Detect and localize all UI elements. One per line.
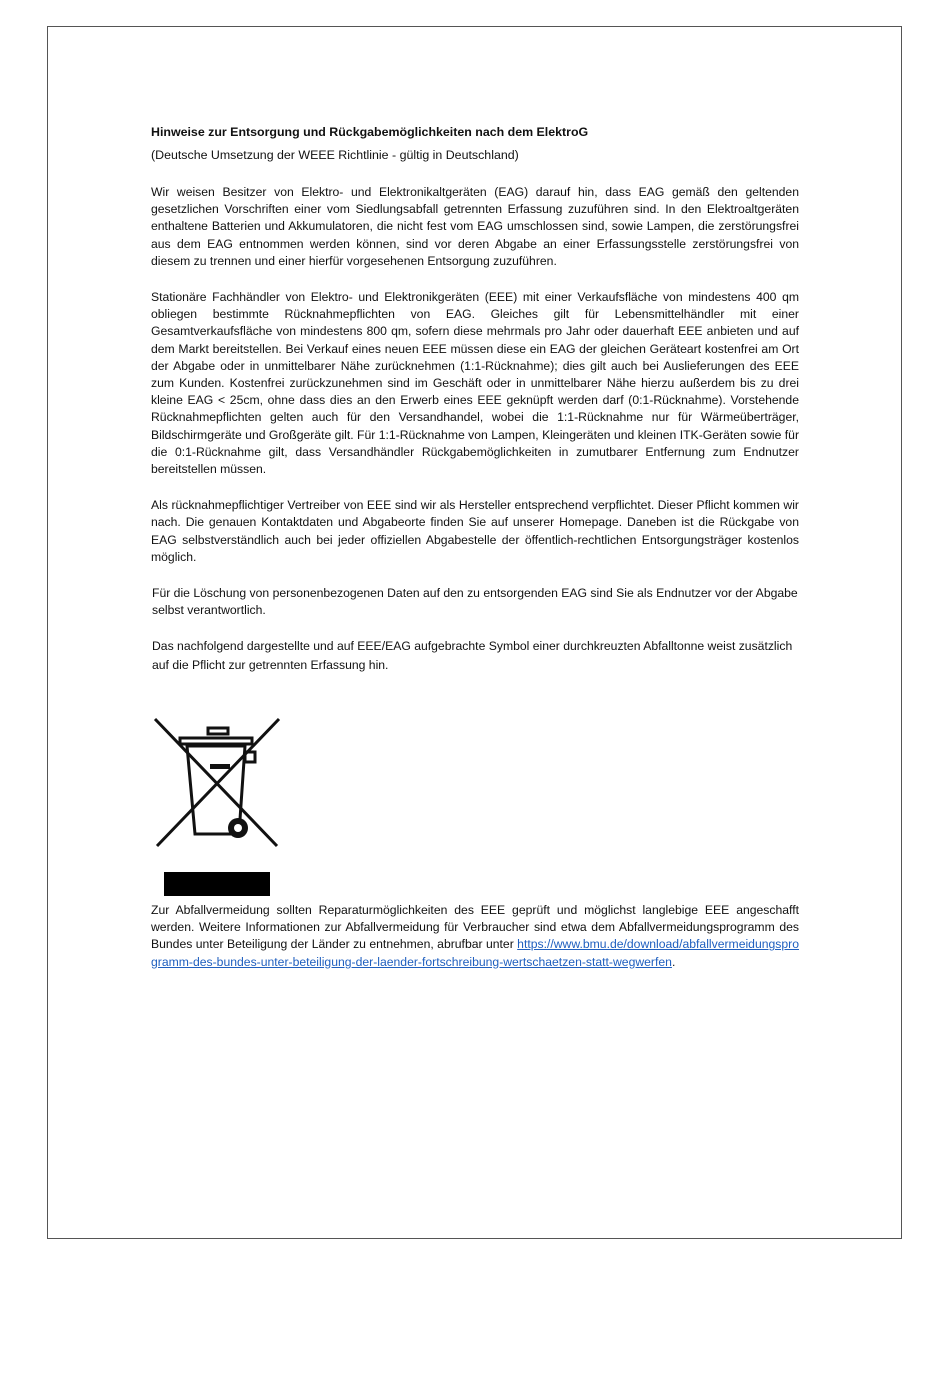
paragraph-disposal: Wir weisen Besitzer von Elektro- und Elektronikaltgeräten (EAG) darauf hin, dass EAG gemäß den geltenden gesetzlichen Vorschriften einer vom Siedlungsabfall getrennten Erfassung zuzuführen sind. In den Elektroaltgeräten enthaltene Batterien und Akkumulatoren, die nicht fest vom EAG umschlossen sind, sowie Lampen, die zerstörungsfrei aus dem EAG entnommen werden können, sind vor deren Abgabe an einer Erfassungsstelle zerstörungsfrei von diesem zu trennen und einer hierfür vorgesehenen Entsorgung zuzuführen. [151, 185, 799, 268]
crossed-out-wheelie-bin-icon [152, 716, 282, 852]
paragraph-data-deletion: Für die Löschung von personenbezogenen Daten auf den zu entsorgenden EAG sind Sie als Endnutzer vor der Abgabe selbst verantwortlich. [152, 586, 798, 618]
waste-prevention-text: Zur Abfallvermeidung sollten Reparaturmöglichkeiten des EEE geprüft und möglichst langlebige EEE angeschafft werden. Weitere Informationen zur Abfallvermeidung für Verbraucher sind etwa dem Abfallvermeidungsprogramm des Bundes unter Beteiligung der Länder zu entnehmen, abrufbar unter [151, 903, 799, 952]
paragraph-waste-prevention [151, 902, 799, 971]
paragraph-manufacturer: Als rücknahmepflichtiger Vertreiber von EEE sind wir als Hersteller entsprechend verpflichtet. Dieser Pflicht kommen wir nach. Die genauen Kontaktdaten und Abgabeorte finden Sie auf unserer Homepage. Daneben ist die Rückgabe von EAG selbstverständlich auch bei jeder offiziellen Abgabestelle der öffentlich-rechtlichen Entsorgungsträger kostenlos möglich. [151, 498, 799, 564]
document-body [151, 124, 799, 675]
bmu-link[interactable]: https://www.bmu.de/download/abfallvermeidungsprogramm-des-bundes-unter-beteiligung-der-laender-fortschreibung-wertschaetzen-statt-wegwerfen [151, 937, 799, 969]
paragraph-retailer-obligations: Stationäre Fachhändler von Elektro- und Elektronikgeräten (EEE) mit einer Verkaufsfläche von mindestens 400 qm obliegen bestimmte Rücknahmepflichten von EAG. Gleiches gilt für Lebensmittelhändler mit einer Gesamtverkaufsfläche von mindestens 800 qm, sofern diese mehrmals pro Jahr oder dauerhaft EEE anbieten und auf dem Markt bereitstellen. Bei Verkauf eines neuen EEE müssen diese ein EAG der gleichen Geräteart kostenfrei am Ort der Abgabe oder in unmittelbarer Nähe zurücknehmen (1:1-Rücknahme); dies gilt auch bei Auslieferungen des EEE zum Kunden. Kostenfrei zurückzunehmen sind im Geschäft oder in unmittelbarer Nähe hierzu außerdem bis zu drei kleine EAG < 25cm, ohne dass dies an den Erwerb eines EEE geknüpft werden darf (0:1-Rücknahme). Vorstehende Rücknahmepflichten gelten auch für den Versandhandel, wobei die 1:1-Rücknahme nur für Wärmeüberträger, Bildschirmgeräte und Großgeräte gilt. Für 1:1-Rücknahme von Lampen, Kleingeräten und kleinen ITK-Geräten sowie für die 0:1-Rücknahme gilt, dass Versandhändler Rückgabemöglichkeiten in zumutbarer Entfernung zum Endnutzer bereitstellen müssen. [151, 290, 799, 477]
document-subtitle: (Deutsche Umsetzung der WEEE Richtlinie - gültig in Deutschland) [151, 148, 519, 162]
black-bar [164, 872, 270, 896]
document-title: Hinweise zur Entsorgung und Rückgabemöglichkeiten nach dem ElektroG [151, 125, 589, 139]
closing-period: . [671, 954, 676, 969]
paragraph-symbol-note: Das nachfolgend dargestellte und auf EEE/EAG aufgebrachte Symbol einer durchkreuzten Abfalltonne weist zusätzlich auf die Pflicht zur getrennten Erfassung hin. [152, 639, 793, 673]
